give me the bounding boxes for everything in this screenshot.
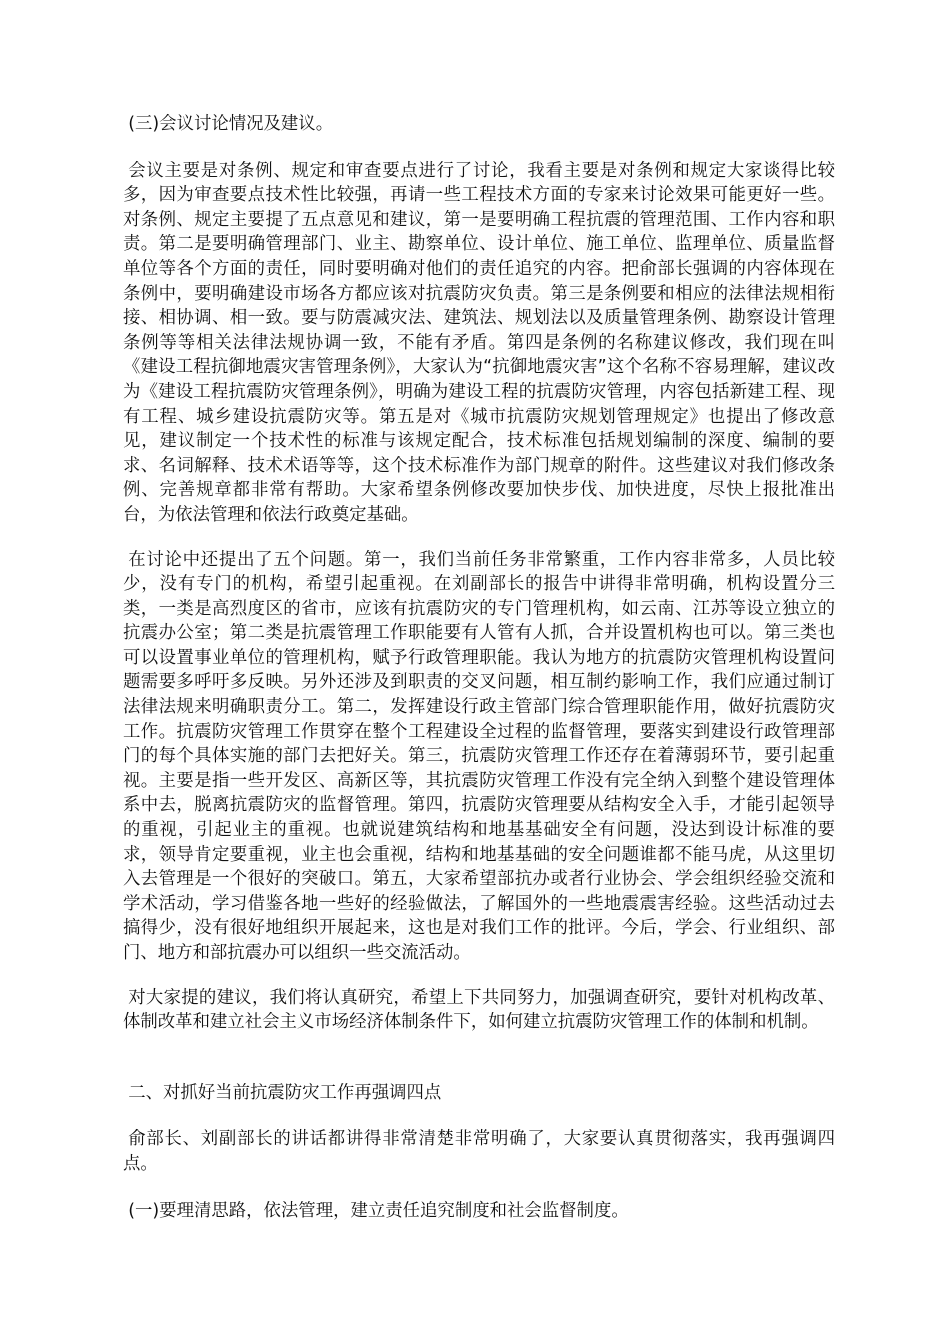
- spacer: [123, 137, 835, 159]
- paragraph-section2-intro: 俞部长、刘副部长的讲话都讲得非常清楚非常明确了，大家要认真贯彻落实，我再强调四点。: [123, 1129, 835, 1174]
- spacer: [123, 528, 835, 548]
- spacer: [123, 1105, 835, 1127]
- paragraph-problems: 在讨论中还提出了五个问题。第一，我们当前任务非常繁重，工作内容非常多，人员比较少，没有专门的机构，希望引起重视。在刘副部长的报告中讲得非常明确，机构设置分三类，一类是高烈度区的省市，应该有抗震防灾的专门管理机构，如云南、江苏等设立独立的抗震办公室；第二类是抗震管理工作职能要有人管有人抓，合并设置机构也可以。第三类也可以设置事业单位的管理机构，赋予行政管理职能。我认为地方的抗震防灾管理机构设置问题需要多呼吁多反映。另外还涉及到职责的交叉问题，相互制约影响工作，我们应通过制订法律法规来明确职责分工。第二，发挥建设行政主管部门综合管理职能作用，做好抗震防灾工作。抗震防灾管理工作贯穿在整个工程建设全过程的监督管理，要落实到建设行政管理部门的每个具体实施的部门去把好关。第三，抗震防灾管理工作还存在着薄弱环节，要引起重视。主要是指一些开发区、高新区等，其抗震防灾管理工作没有完全纳入到整个建设管理体系中去，脱离抗震防灾的监督管理。第四，抗震防灾管理要从结构安全入手，才能引起领导的重视，引起业主的重视。也就说建筑结构和地基基础安全有问题，没达到设计标准的要求，领导肯定要重视，业主也会重视，结构和地基基础的安全问题谁都不能马虎，从这里切入去管理是一个很好的突破口。第五，大家希望部抗办或者行业协会、学会组织经验交流和学术活动，学习借鉴各地一些好的经验做法，了解国外的一些地震震害经验。这些活动过去搞得少，没有很好地组织开展起来，这也是对我们工作的批评。今后，学会、行业组织、部门、地方和部抗震办可以组织一些交流活动。: [123, 549, 835, 963]
- spacer: [123, 966, 835, 986]
- spacer: [123, 1035, 835, 1081]
- section-heading-discussion: (三)会议讨论情况及建议。: [128, 114, 334, 134]
- section-heading-two: 二、对抓好当前抗震防灾工作再强调四点: [128, 1082, 442, 1103]
- document-page: [123, 112, 835, 1223]
- paragraph-response: 对大家提的建议，我们将认真研究，希望上下共同努力，加强调查研究，要针对机构改革、体制改革和建立社会主义市场经济体制条件下，如何建立抗震防灾管理工作的体制和机制。: [123, 987, 835, 1033]
- spacer: [123, 1177, 835, 1199]
- subheading-point-one: (一)要理清思路，依法管理，建立责任追究制度和社会监督制度。: [128, 1200, 629, 1221]
- paragraph-discussion: 会议主要是对条例、规定和审查要点进行了讨论，我看主要是对条例和规定大家谈得比较多，因为审查要点技术性比较强，再请一些工程技术方面的专家来讨论效果可能更好一些。对条例、规定主要提了五点意见和建议，第一是要明确工程抗震的管理范围、工作内容和职责。第二是要明确管理部门、业主、勘察单位、设计单位、施工单位、监理单位、质量监督单位等各个方面的责任，同时要明确对他们的责任追究的内容。把俞部长强调的内容体现在条例中，要明确建设市场各方都应该对抗震防灾负责。第三是条例要和相应的法律法规相衔接、相协调、相一致。要与防震减灾法、建筑法、规划法以及质量管理条例、勘察设计管理条例等等相关法律法规协调一致，不能有矛盾。第四是条例的名称建议修改，我们现在叫《建设工程抗御地震灾害管理条例》，大家认为“抗御地震灾害”这个名称不容易理解，建议改为《建设工程抗震防灾管理条例》，明确为建设工程的抗震防灾管理，内容包括新建工程、现有工程、城乡建设抗震防灾等。第五是对《城市抗震防灾规划管理规定》也提出了修改意见，建议制定一个技术性的标准与该规定配合，技术标准包括规划编制的深度、编制的要求、名词解释、技术术语等等，这个技术标准作为部门规章的附件。这些建议对我们修改条例、完善规章都非常有帮助。大家希望条例修改要加快步伐、加快进度，尽快上报批准出台，为依法管理和依法行政奠定基础。: [123, 160, 835, 525]
